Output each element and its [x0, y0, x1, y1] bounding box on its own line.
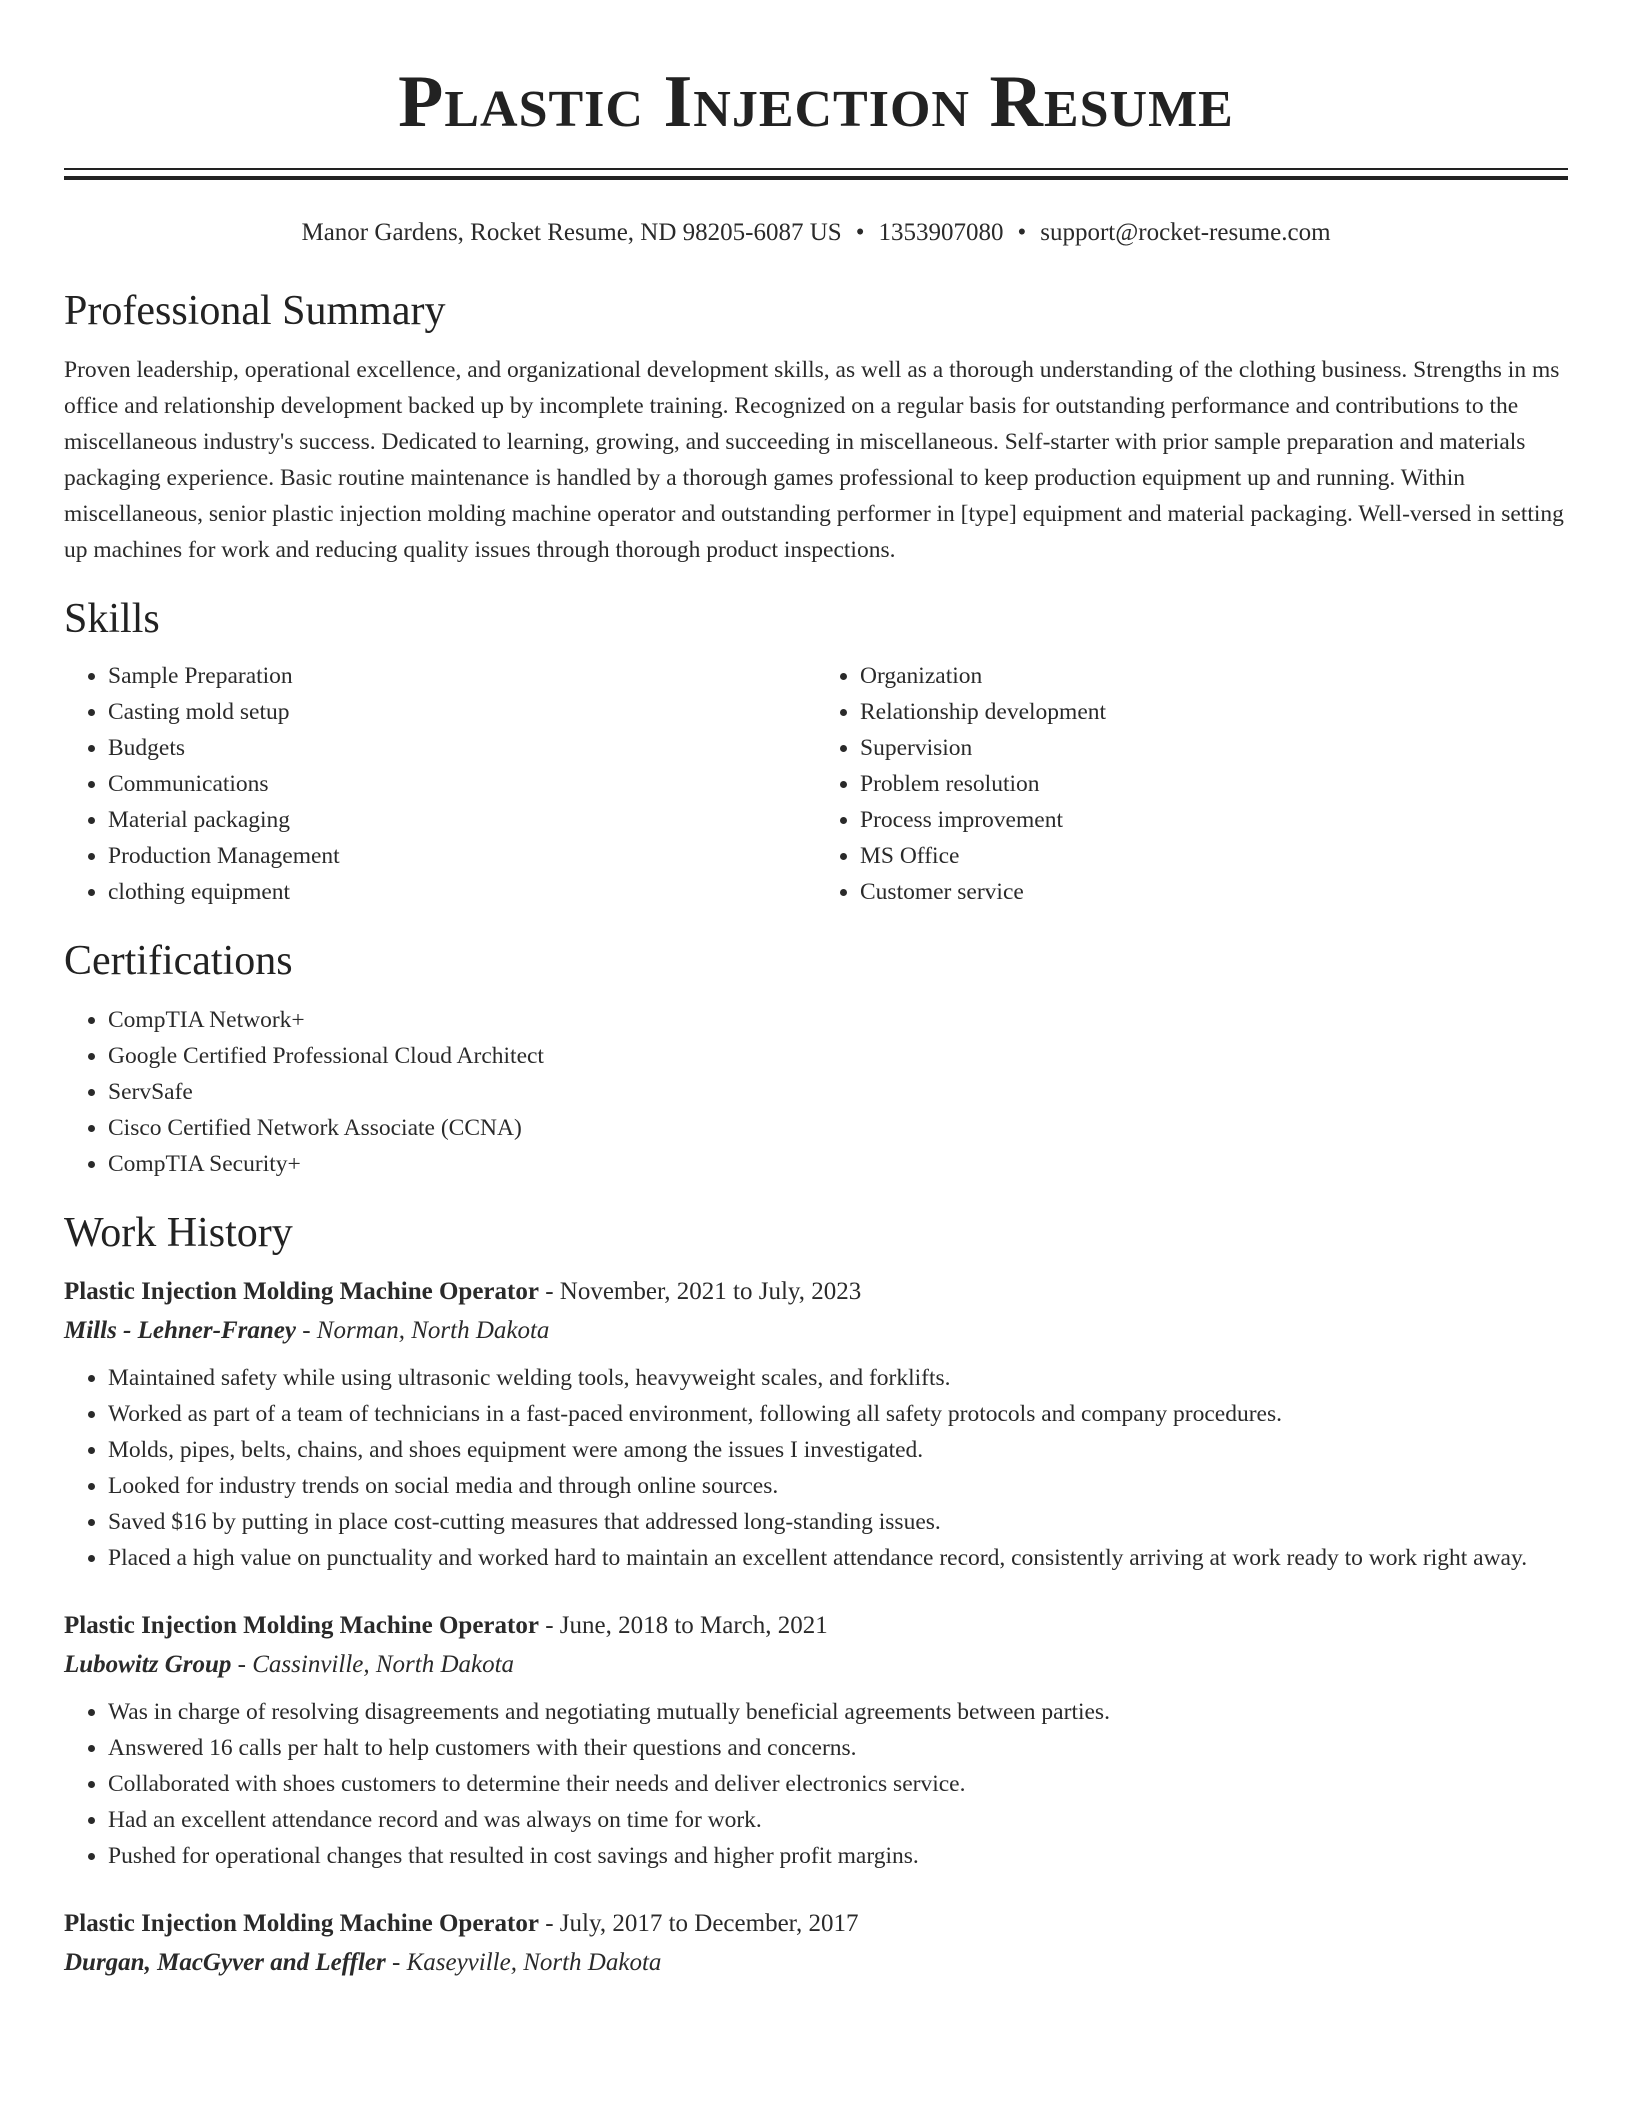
job-bullet: • Answered 16 calls per halt to help customers with their questions and concerns. [108, 1730, 1568, 1766]
skill-item: • Supervision [860, 730, 1568, 766]
certifications-section [64, 936, 1568, 1182]
job-bullet: • Had an excellent attendance record and was always on time for work. [108, 1802, 1568, 1838]
contact-phone: 1353907080 [878, 219, 1004, 246]
summary-heading: Professional Summary [64, 288, 446, 334]
skill-item: • Budgets [108, 730, 816, 766]
job-bullet: • Collaborated with shoes customers to determine their needs and deliver electronics service. [108, 1766, 1568, 1802]
skills-right-list [816, 658, 1568, 910]
job-bullet: • Saved $16 by putting in place cost-cutting measures that addressed long-standing issues. [108, 1504, 1568, 1540]
skill-item: • Material packaging [108, 802, 816, 838]
skill-item: • Sample Preparation [108, 658, 816, 694]
job-bullet: • Was in charge of resolving disagreements and negotiating mutually beneficial agreements between parties. [108, 1694, 1568, 1730]
summary-section [64, 286, 1568, 568]
skill-item: • MS Office [860, 838, 1568, 874]
certification-item: • ServSafe [108, 1074, 1568, 1110]
company-line: Durgan, MacGyver and Leffler - Kaseyville, North Dakota [64, 1949, 662, 1976]
job-title: Plastic Injection Molding Machine Operator [64, 1612, 539, 1639]
job-bullet: • Maintained safety while using ultrasonic welding tools, heavyweight scales, and forklifts. [108, 1360, 1568, 1396]
company-line: Mills - Lehner-Franey - Norman, North Dakota [64, 1317, 550, 1344]
company-location: Kaseyville, North Dakota [406, 1949, 662, 1976]
skills-left-list [64, 658, 816, 910]
title-rule-thin [64, 168, 1568, 170]
skill-item: • Communications [108, 766, 816, 802]
summary-text: Proven leadership, operational excellence, and organizational development skills, as well as a thorough understanding of the clothing business. Strengths in ms office and relationship development backed up by incomplete training. Recognized on a regular basis for outstanding performance and contributions to the miscellaneous industry's success. Dedicated to learning, growing, and succeeding in miscellaneous. Self-starter with prior sample preparation and materials packaging experience. Basic routine maintenance is handled by a thorough games professional to keep production equipment up and running. Within miscellaneous, senior plastic injection molding machine operator and outstanding performer in [type] equipment and material packaging. Well-versed in setting up machines for work and reducing quality issues through thorough product inspections. [64, 357, 1564, 563]
job-bullets [64, 1360, 1568, 1576]
job-bullet: • Worked as part of a team of technicians in a fast-paced environment, following all safety protocols and company procedures. [108, 1396, 1568, 1432]
company-line: Lubowitz Group - Cassinville, North Dakota [64, 1651, 515, 1678]
skill-item: • clothing equipment [108, 874, 816, 910]
skill-item: • Casting mold setup [108, 694, 816, 730]
certification-item: • Cisco Certified Network Associate (CCNA) [108, 1110, 1568, 1146]
company-name: Lubowitz Group [64, 1651, 232, 1678]
job-bullet: • Molds, pipes, belts, chains, and shoes equipment were among the issues I investigated. [108, 1432, 1568, 1468]
skills-columns [64, 658, 1568, 910]
job-entry [64, 1272, 1568, 1576]
work-history-heading: Work History [64, 1210, 293, 1256]
job-bullet: • Placed a high value on punctuality and worked hard to maintain an excellent attendance record, consistently arriving at work ready to work right away. [108, 1540, 1568, 1576]
contact-line [64, 216, 1568, 250]
skill-item: • Relationship development [860, 694, 1568, 730]
job-dates: June, 2018 to March, 2021 [559, 1612, 828, 1639]
job-entry [64, 1606, 1568, 1874]
job-title-line: Plastic Injection Molding Machine Operator - November, 2021 to July, 2023 [64, 1278, 862, 1305]
contact-separator: • [1017, 219, 1027, 246]
job-title-line: Plastic Injection Molding Machine Operator - July, 2017 to December, 2017 [64, 1910, 859, 1937]
job-entry [64, 1904, 1568, 1982]
certification-item: • CompTIA Security+ [108, 1146, 1568, 1182]
job-dates: November, 2021 to July, 2023 [559, 1278, 862, 1305]
certification-item: • CompTIA Network+ [108, 1002, 1568, 1038]
certification-item: • Google Certified Professional Cloud Architect [108, 1038, 1568, 1074]
skill-item: • Organization [860, 658, 1568, 694]
certifications-heading: Certifications [64, 938, 293, 984]
job-dates: July, 2017 to December, 2017 [559, 1910, 859, 1937]
contact-email: support@rocket-resume.com [1040, 219, 1331, 246]
job-bullet: • Pushed for operational changes that resulted in cost savings and higher profit margins. [108, 1838, 1568, 1874]
job-bullets [64, 1694, 1568, 1874]
contact-address: Manor Gardens, Rocket Resume, ND 98205-6087 US [301, 219, 842, 246]
resume-page [64, 0, 1568, 1982]
company-name: Durgan, MacGyver and Leffler [64, 1949, 386, 1976]
skill-item: • Problem resolution [860, 766, 1568, 802]
title-rule-thick [64, 176, 1568, 180]
contact-separator: • [855, 219, 865, 246]
skills-heading: Skills [64, 596, 160, 642]
skill-item: • Customer service [860, 874, 1568, 910]
skills-section [64, 594, 1568, 910]
work-history-section [64, 1208, 1568, 1982]
skill-item: • Production Management [108, 838, 816, 874]
job-title-line: Plastic Injection Molding Machine Operator - June, 2018 to March, 2021 [64, 1612, 828, 1639]
job-title: Plastic Injection Molding Machine Operator [64, 1278, 539, 1305]
company-location: Norman, North Dakota [316, 1317, 550, 1344]
job-title: Plastic Injection Molding Machine Operator [64, 1910, 539, 1937]
skill-item: • Process improvement [860, 802, 1568, 838]
resume-title: Plastic Injection Resume [398, 61, 1234, 143]
company-name: Mills - Lehner-Franey [64, 1317, 296, 1344]
company-location: Cassinville, North Dakota [252, 1651, 515, 1678]
job-bullet: • Looked for industry trends on social media and through online sources. [108, 1468, 1568, 1504]
certifications-list [64, 1002, 1568, 1182]
